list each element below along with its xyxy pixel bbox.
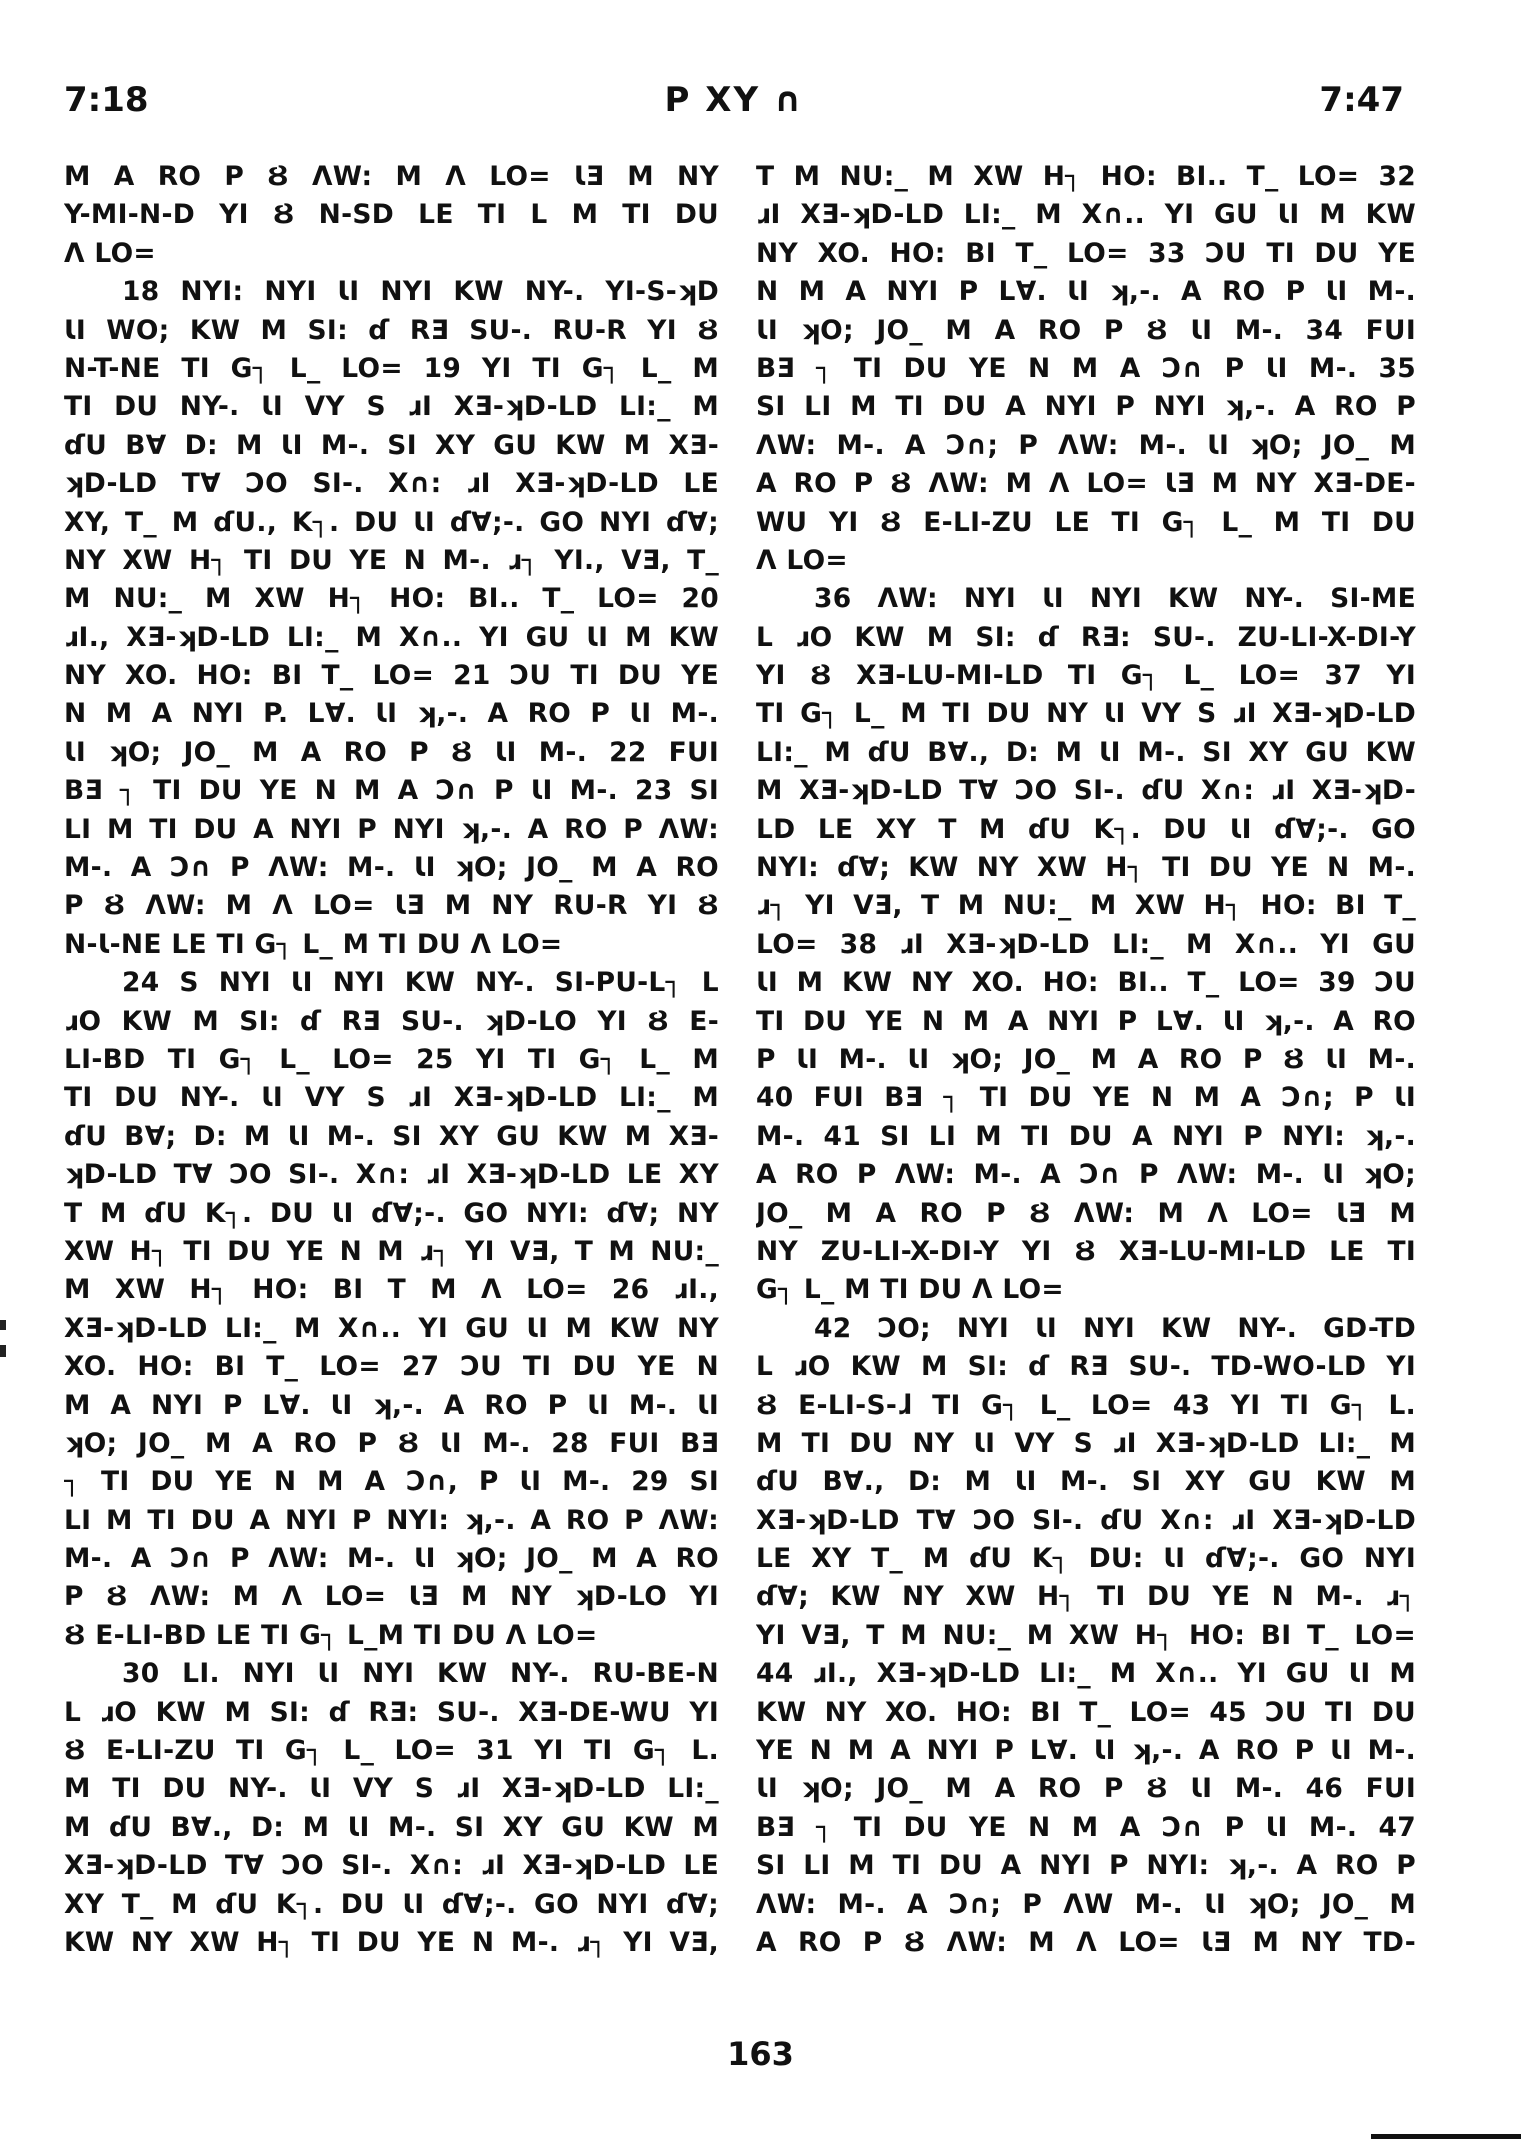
text-line: TI DU NY-. ƖI VY S ɹI XƎ-ʞD-LD LI:_ M: [64, 391, 719, 423]
text-line: Y-MI-N-D YI Ȣ N-SD LE TI L M TI DU: [64, 199, 719, 231]
text-line: LI:_ M ɗU B∀., D: M ƖI M-. SI XY GU KW: [756, 736, 1416, 768]
text-line: M-. A Ɔ∩ P ΛW: M-. ƖI ʞO; JO_ M A RO: [64, 852, 719, 884]
text-line: SI LI M TI DU A NYI P NYI ʞ,-. A RO P: [756, 391, 1416, 423]
header-book-title: P XY ∩: [664, 80, 804, 120]
header-right-reference: 7:47: [1319, 80, 1404, 120]
text-line: YI VƎ, T M NU:_ M XW H┐ HO: BI T_ LO=: [756, 1619, 1416, 1651]
text-line: ƖI M KW NY XO. HO: BI.. T_ LO= 39 ƆU: [756, 967, 1416, 999]
text-line: ƖI ʞO; JO_ M A RO P Ȣ ƖI M-. 34 FUI: [756, 314, 1416, 346]
text-line: 18 NYI: NYI ƖI NYI KW NY-. YI-S-ʞD: [122, 276, 719, 308]
text-line: SI LI M TI DU A NYI P NYI: ʞ,-. A RO P: [756, 1850, 1416, 1882]
text-line: Λ LO=: [64, 237, 156, 269]
text-line: ʞD-LD T∀ ƆO SI-. X∩: ɹI XƎ-ʞD-LD LE XY: [64, 1159, 719, 1191]
text-line: M-. A Ɔ∩ P ΛW: M-. ƖI ʞO; JO_ M A RO: [64, 1543, 719, 1575]
scan-bottom-rule: [1371, 2134, 1521, 2139]
text-line: P ƖI M-. ƖI ʞO; JO_ M A RO P Ȣ ƖI M-.: [756, 1043, 1416, 1075]
scan-edge-mark: [0, 1320, 6, 1330]
page-header: [64, 80, 1404, 130]
text-line: L ɹO KW M SI: ɗ RƎ: SU-. XƎ-DE-WU YI: [64, 1696, 719, 1728]
text-line: Ȣ E-LI-ZU TI G┐ L_ LO= 31 YI TI G┐ L.: [64, 1735, 719, 1767]
text-line: TI G┐ L_ M TI DU NY ƖI VY S ɹI XƎ-ʞD-LD: [756, 698, 1416, 730]
text-line: Ȣ E-LI-S-ɺ TI G┐ L_ LO= 43 YI TI G┐ L.: [756, 1389, 1416, 1421]
text-line: A RO P ΛW: M-. A Ɔ∩ P ΛW: M-. ƖI ʞO;: [756, 1159, 1416, 1191]
text-line: 36 ΛW: NYI ƖI NYI KW NY-. SI-ME: [814, 583, 1416, 615]
text-line: 30 LI. NYI ƖI NYI KW NY-. RU-BE-N: [122, 1658, 719, 1690]
text-line: P Ȣ ΛW: M Λ LO= ƖƎ M NY RU-R YI Ȣ: [64, 890, 719, 922]
text-line: XO. HO: BI T_ LO= 27 ƆU TI DU YE N: [64, 1351, 719, 1383]
text-line: XY T_ M ɗU K┐. DU ƖI ɗ∀;-. GO NYI ɗ∀;: [64, 1888, 719, 1920]
text-line: TI DU YE N M A NYI P L∀. ƖI ʞ,-. A RO: [756, 1005, 1416, 1037]
text-line: M TI DU NY ƖI VY S ɹI XƎ-ʞD-LD LI:_ M: [756, 1427, 1416, 1459]
text-line: ɗU B∀; D: M ƖI M-. SI XY GU KW M XƎ-: [64, 1120, 719, 1152]
text-line: NY XW H┐ TI DU YE N M-. ɹ┐ YI., VƎ, T_: [64, 544, 719, 576]
header-left-reference: 7:18: [64, 80, 149, 120]
text-line: M-. 41 SI LI M TI DU A NYI P NYI: ʞ,-.: [756, 1120, 1416, 1152]
scan-edge-mark: [0, 1345, 6, 1357]
text-line: LI M TI DU A NYI P NYI ʞ,-. A RO P ΛW:: [64, 813, 719, 845]
text-line: M A RO P Ȣ ΛW: M Λ LO= ƖƎ M NY: [64, 161, 719, 192]
text-line: M XƎ-ʞD-LD T∀ ƆO SI-. ɗU X∩: ɹI XƎ-ʞD-: [756, 775, 1416, 807]
text-line: 42 ƆO; NYI ƖI NYI KW NY-. GD-TD: [814, 1312, 1416, 1344]
text-line: KW NY XO. HO: BI T_ LO= 45 ƆU TI DU: [756, 1696, 1416, 1728]
text-line: YI Ȣ XƎ-LU-MI-LD TI G┐ L_ LO= 37 YI: [756, 660, 1416, 692]
text-line: NY ZU-LI-X-DI-Y YI Ȣ XƎ-LU-MI-LD LE TI: [756, 1235, 1416, 1267]
text-line: M A NYI P L∀. ƖI ʞ,-. A RO P ƖI M-. ƖI: [64, 1389, 719, 1421]
text-line: 40 FUI BƎ ┐ TI DU YE N M A Ɔ∩; P ƖI: [756, 1082, 1416, 1114]
left-text-column: [64, 158, 719, 1962]
text-line: XY, T_ M ɗU., K┐. DU ƖI ɗ∀;-. GO NYI ɗ∀;: [64, 506, 719, 538]
text-line: ʞD-LD T∀ ƆO SI-. X∩: ɹI XƎ-ʞD-LD LE: [64, 468, 719, 500]
text-line: XƎ-ʞD-LD T∀ ƆO SI-. X∩: ɹI XƎ-ʞD-LD LE: [64, 1850, 719, 1882]
right-text-column: [756, 158, 1416, 1962]
text-line: ɗU B∀., D: M ƖI M-. SI XY GU KW M: [756, 1466, 1416, 1498]
text-line: XƎ-ʞD-LD T∀ ƆO SI-. ɗU X∩: ɹI XƎ-ʞD-LD: [756, 1504, 1416, 1536]
text-line: ɗU B∀ D: M ƖI M-. SI XY GU KW M XƎ-: [64, 429, 719, 461]
text-line: LE XY T_ M ɗU K┐ DU: ƖI ɗ∀;-. GO NYI: [756, 1543, 1416, 1575]
text-line: LO= 38 ɹI XƎ-ʞD-LD LI:_ M X∩.. YI GU: [756, 928, 1416, 960]
text-line: BƎ ┐ TI DU YE N M A Ɔ∩ P ƖI M-. 47: [756, 1811, 1416, 1843]
text-line: NY XO. HO: BI T_ LO= 33 ƆU TI DU YE: [756, 237, 1416, 269]
text-line: ɹO KW M SI: ɗ RƎ SU-. ʞD-LO YI Ȣ E-: [64, 1005, 719, 1037]
text-line: ɹ┐ YI VƎ, T M NU:_ M XW H┐ HO: BI T_: [756, 890, 1416, 922]
text-line: YE N M A NYI P L∀. ƖI ʞ,-. A RO P ƖI M-.: [756, 1735, 1416, 1767]
text-line: Λ LO=: [756, 544, 848, 576]
text-line: Ȣ E-LI-BD LE TI G┐ L_M TI DU Λ LO=: [64, 1619, 598, 1651]
text-line: ΛW: M-. A Ɔ∩; P ΛW M-. ƖI ʞO; JO_ M: [756, 1888, 1416, 1920]
text-line: N M A NYI P L∀. ƖI ʞ,-. A RO P ƖI M-.: [756, 276, 1416, 308]
text-line: NY XO. HO: BI T_ LO= 21 ƆU TI DU YE: [64, 660, 719, 692]
text-line: LI-BD TI G┐ L_ LO= 25 YI TI G┐ L_ M: [64, 1043, 719, 1075]
text-line: A RO P Ȣ ΛW: M Λ LO= ƖƎ M NY TD-: [756, 1926, 1416, 1958]
text-line: NYI: ɗ∀; KW NY XW H┐ TI DU YE N M-.: [756, 852, 1416, 884]
text-line: G┐ L_ M TI DU Λ LO=: [756, 1274, 1064, 1306]
text-line: N-T-NE TI G┐ L_ LO= 19 YI TI G┐ L_ M: [64, 352, 719, 384]
text-line: LI M TI DU A NYI P NYI: ʞ,-. A RO P ΛW:: [64, 1504, 719, 1536]
text-line: ƖI ʞO; JO_ M A RO P Ȣ ƖI M-. 22 FUI: [64, 736, 719, 768]
text-line: P Ȣ ΛW: M Λ LO= ƖƎ M NY ʞD-LO YI: [64, 1581, 719, 1613]
text-line: L ɹO KW M SI: ɗ RƎ: SU-. ZU-LI-X-DI-Y: [756, 621, 1416, 653]
text-line: BƎ ┐ TI DU YE N M A Ɔ∩ P ƖI M-. 23 SI: [64, 775, 719, 807]
text-line: XW H┐ TI DU YE N M ɹ┐ YI VƎ, T M NU:_: [64, 1235, 719, 1267]
text-line: M TI DU NY-. ƖI VY S ɹI XƎ-ʞD-LD LI:_: [64, 1773, 719, 1805]
text-line: ɹI XƎ-ʞD-LD LI:_ M X∩.. YI GU ƖI M KW: [756, 199, 1416, 231]
text-line: M NU:_ M XW H┐ HO: BI.. T_ LO= 20: [64, 583, 719, 615]
page-number: 163: [727, 2035, 794, 2073]
text-line: N M A NYI P. L∀. ƖI ʞ,-. A RO P ƖI M-.: [64, 698, 719, 730]
text-line: XƎ-ʞD-LD LI:_ M X∩.. YI GU ƖI M KW NY: [64, 1312, 719, 1344]
text-line: M ɗU B∀., D: M ƖI M-. SI XY GU KW M: [64, 1811, 719, 1843]
text-line: N-Ɩ-NE LE TI G┐ L_ M TI DU Λ LO=: [64, 928, 563, 960]
text-line: LD LE XY T M ɗU K┐. DU ƖI ɗ∀;-. GO: [756, 813, 1416, 845]
text-line: 24 S NYI ƖI NYI KW NY-. SI-PU-L┐ L: [122, 967, 719, 999]
text-line: BƎ ┐ TI DU YE N M A Ɔ∩ P ƖI M-. 35: [756, 352, 1416, 384]
text-line: T M ɗU K┐. DU ƖI ɗ∀;-. GO NYI: ɗ∀; NY: [64, 1197, 719, 1229]
text-line: ƖI ʞO; JO_ M A RO P Ȣ ƖI M-. 46 FUI: [756, 1773, 1416, 1805]
text-line: TI DU NY-. ƖI VY S ɹI XƎ-ʞD-LD LI:_ M: [64, 1082, 719, 1114]
text-line: ΛW: M-. A Ɔ∩; P ΛW: M-. ƖI ʞO; JO_ M: [756, 429, 1416, 461]
text-line: M XW H┐ HO: BI T M Λ LO= 26 ɹI.,: [64, 1274, 719, 1306]
text-line: L ɹO KW M SI: ɗ RƎ SU-. TD-WO-LD YI: [756, 1351, 1416, 1383]
text-line: 44 ɹI., XƎ-ʞD-LD LI:_ M X∩.. YI GU ƖI M: [756, 1658, 1416, 1690]
text-line: WU YI Ȣ E-LI-ZU LE TI G┐ L_ M TI DU: [756, 506, 1416, 538]
text-line: ɗ∀; KW NY XW H┐ TI DU YE N M-. ɹ┐: [756, 1581, 1416, 1613]
text-line: ɹI., XƎ-ʞD-LD LI:_ M X∩.. YI GU ƖI M KW: [64, 621, 719, 653]
text-line: A RO P Ȣ ΛW: M Λ LO= ƖƎ M NY XƎ-DE-: [756, 468, 1416, 500]
text-line: JO_ M A RO P Ȣ ΛW: M Λ LO= ƖƎ M: [756, 1197, 1416, 1229]
text-line: T M NU:_ M XW H┐ HO: BI.. T_ LO= 32: [756, 161, 1416, 192]
text-line: ┐ TI DU YE N M A Ɔ∩, P ƖI M-. 29 SI: [64, 1466, 719, 1498]
text-line: ƖI WO; KW M SI: ɗ RƎ SU-. RU-R YI Ȣ: [64, 314, 719, 346]
text-line: ʞO; JO_ M A RO P Ȣ ƖI M-. 28 FUI BƎ: [64, 1427, 719, 1459]
text-line: KW NY XW H┐ TI DU YE N M-. ɹ┐ YI VƎ,: [64, 1926, 719, 1958]
